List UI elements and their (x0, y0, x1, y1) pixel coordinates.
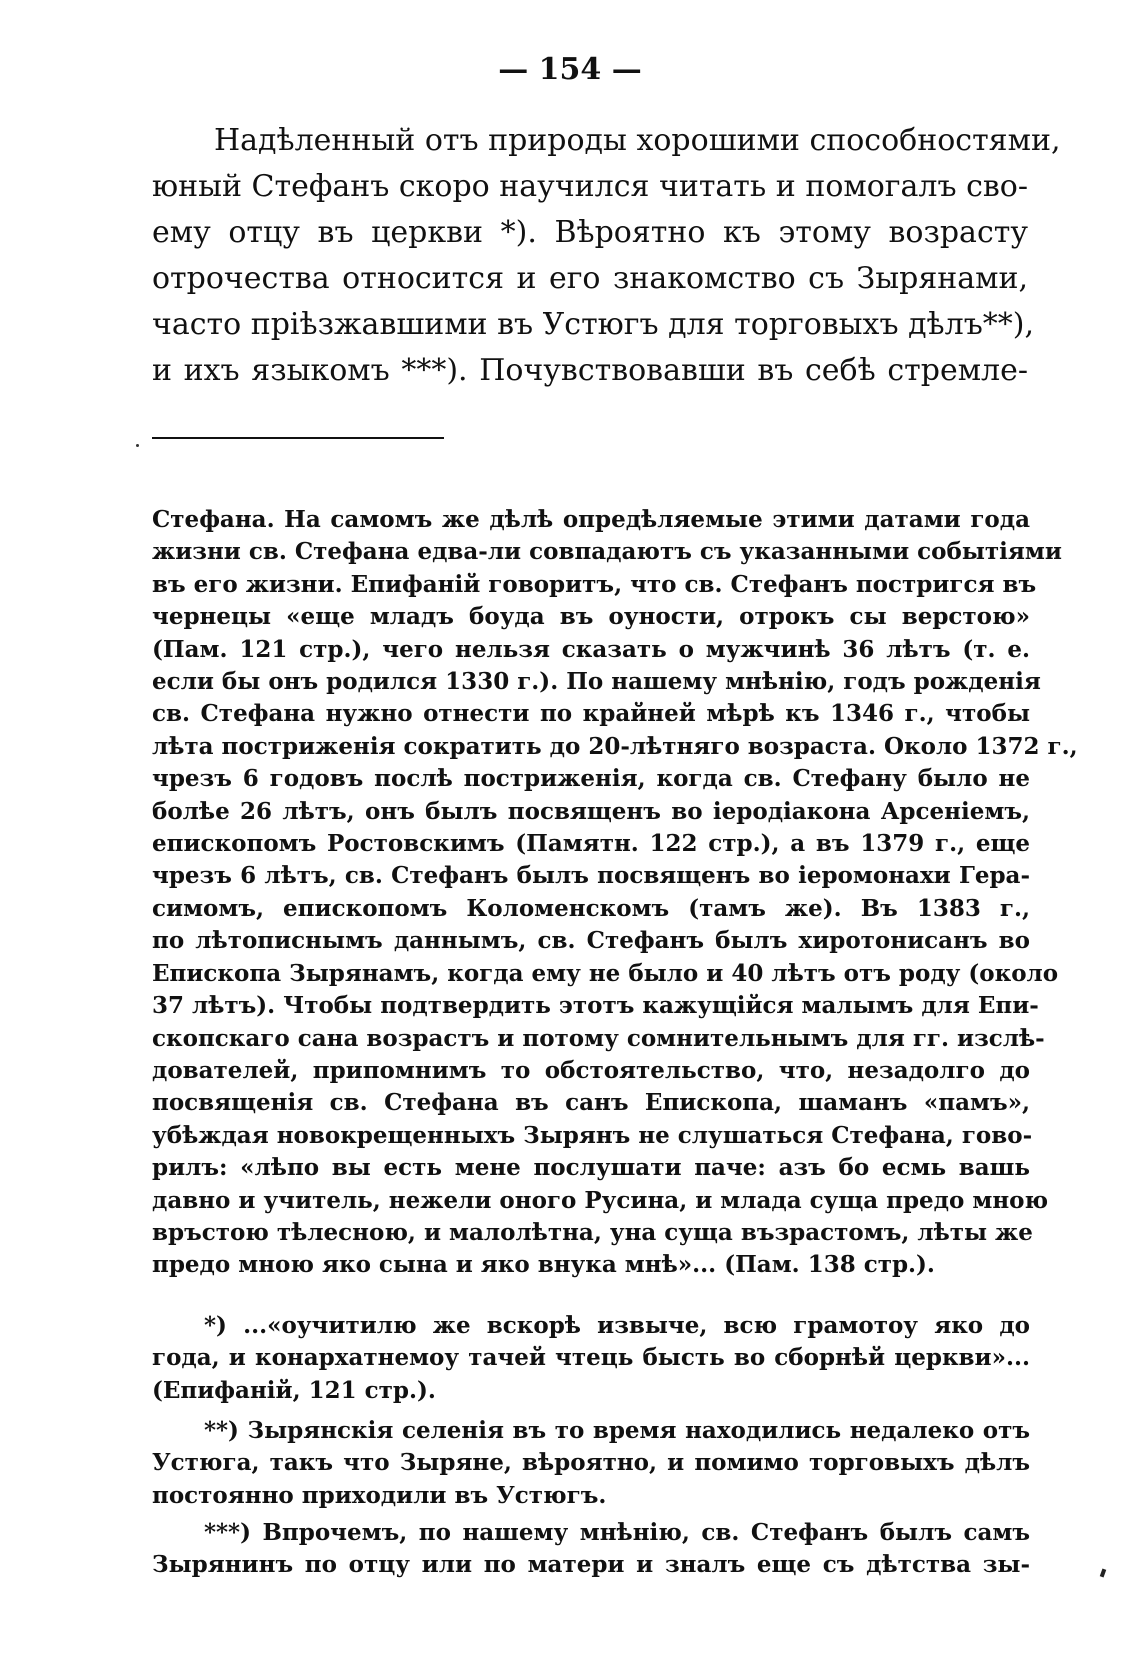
footnote-line: **) Зырянскія селенія въ то время находились недалеко отъ (204, 1417, 1030, 1444)
note-line: по лѣтописнымъ даннымъ, св. Стефанъ былъ хиротонисанъ во (152, 927, 1030, 955)
note-line: если бы онъ родился 1330 г.). По нашему мнѣнію, годъ рожденія (152, 668, 1041, 696)
ink-speck (136, 444, 139, 447)
main-line: часто пріѣзжавшими въ Устюгъ для торговыхъ дѣлъ**), (152, 307, 1035, 342)
note-line: жизни св. Стефана едва-ли совпадаютъ съ указанными событіями (152, 538, 1062, 566)
footnote-1 (152, 1310, 1030, 1407)
main-line: отрочества относится и его знакомство съ Зырянами, (152, 261, 1028, 296)
note-line: болѣе 26 лѣтъ, онъ былъ посвященъ во іеродіакона Арсеніемъ, (152, 797, 1030, 825)
main-line: Надѣленный отъ природы хорошими способностями, (214, 123, 1061, 158)
note-line: дователей, припомнимъ то обстоятельство, что, незадолго до (152, 1056, 1030, 1084)
main-line: юный Стефанъ скоро научился читать и помогалъ сво- (152, 169, 1028, 204)
note-line: предо мною яко сына и яко внука мнѣ»... (Пам. 138 стр.). (152, 1251, 935, 1279)
note-line: симомъ, епископомъ Коломенскомъ (тамъ же). Въ 1383 г., (152, 894, 1030, 922)
footnote-line: ***) Впрочемъ, по нашему мнѣнію, св. Стефанъ былъ самъ (204, 1519, 1030, 1546)
footnote-line: года, и конархатнемоу тачей чтець бысть во сборнѣй церкви»... (152, 1344, 1030, 1372)
page-number: — 154 — (498, 52, 642, 87)
footnote-line: Устюга, такъ что Зыряне, вѣроятно, и помимо торговыхъ дѣлъ (152, 1449, 1030, 1477)
note-line: убѣждая новокрещенныхъ Зырянъ не слушаться Стефана, гово- (152, 1121, 1033, 1149)
note-line: епископомъ Ростовскимъ (Памятн. 122 стр.), а въ 1379 г., еще (152, 830, 1030, 858)
main-text (152, 118, 1061, 394)
note-line: въ его жизни. Епифаній говоритъ, что св. Стефанъ постригся въ (152, 570, 1037, 598)
note-line: рилъ: «лѣпо вы есть мене послушати паче: азъ бо есмь вашь (152, 1154, 1030, 1182)
continued-footnote (152, 504, 1078, 1282)
footnote-2 (152, 1415, 1030, 1512)
ink-mark (1100, 1569, 1106, 1578)
note-line: чрезъ 6 годовъ послѣ постриженія, когда св. Стефану было не (152, 765, 1030, 793)
note-line: лѣта постриженія сократить до 20-лѣтняго возраста. Около 1372 г., (152, 732, 1078, 760)
note-line: Стефана. На самомъ же дѣлѣ опредѣляемые этими датами года (152, 506, 1030, 533)
note-line: Епископа Зырянамъ, когда ему не было и 40 лѣтъ отъ роду (около (152, 959, 1059, 987)
note-line: посвященія св. Стефана въ санъ Епископа, шаманъ «памъ», (152, 1089, 1030, 1117)
note-line: 37 лѣтъ). Чтобы подтвердить этотъ кажущійся малымъ для Епи- (152, 992, 1039, 1020)
note-line: чрезъ 6 лѣтъ, св. Стефанъ былъ посвященъ во іеромонахи Гера- (152, 862, 1030, 890)
note-line: давно и учитель, нежели оного Русина, и млада суща предо мною (152, 1186, 1049, 1214)
footnote-line: постоянно приходили въ Устюгъ. (152, 1481, 607, 1509)
main-line: ему отцу въ церкви *). Вѣроятно къ этому возрасту (152, 215, 1028, 250)
main-line: и ихъ языкомъ ***). Почувствовавши въ себѣ стремле- (152, 353, 1028, 388)
footnote-line: (Епифаній, 121 стр.). (152, 1376, 436, 1404)
footnote-line: Зырянинъ по отцу или по матери и зналъ еще съ дѣтства зы- (152, 1551, 1030, 1579)
note-line: чернецы «еще младъ боуда въ оуности, отрокъ сы верстою» (152, 603, 1030, 631)
note-line: св. Стефана нужно отнести по крайней мѣрѣ къ 1346 г., чтобы (152, 700, 1030, 728)
note-line: скопскаго сана возрастъ и потому сомнительнымъ для гг. изслѣ- (152, 1024, 1045, 1052)
footnote-separator (152, 437, 444, 439)
note-line: връстою тѣлесною, и малолѣтна, уна суща възрастомъ, лѣты же (152, 1218, 1033, 1246)
note-line: (Пам. 121 стр.), чего нельзя сказать о мужчинѣ 36 лѣтъ (т. е. (152, 635, 1030, 663)
footnote-3 (152, 1517, 1030, 1582)
footnote-line: *) ...«оучитилю же вскорѣ извыче, всю грамотоу яко до (204, 1312, 1030, 1339)
